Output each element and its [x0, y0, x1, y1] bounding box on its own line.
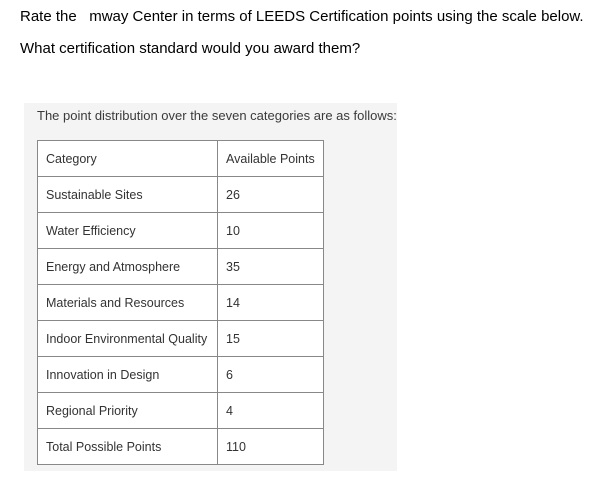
row-points: 4 [218, 393, 324, 429]
row-category: Water Efficiency [38, 213, 218, 249]
row-points: 10 [218, 213, 324, 249]
row-points: 14 [218, 285, 324, 321]
header-category: Category [38, 141, 218, 177]
table-row [38, 321, 324, 357]
table-row [38, 177, 324, 213]
row-points: 6 [218, 357, 324, 393]
table-row [38, 357, 324, 393]
points-panel [24, 103, 397, 471]
row-points: 26 [218, 177, 324, 213]
row-category: Regional Priority [38, 393, 218, 429]
table-header-row [38, 141, 324, 177]
points-table [37, 140, 324, 465]
row-category: Energy and Atmosphere [38, 249, 218, 285]
table-row [38, 393, 324, 429]
header-points: Available Points [218, 141, 324, 177]
row-category: Indoor Environmental Quality [38, 321, 218, 357]
row-category: Materials and Resources [38, 285, 218, 321]
row-category: Sustainable Sites [38, 177, 218, 213]
question-line-1: Rate the mway Center in terms of LEEDS Certification points using the scale below. [20, 8, 584, 25]
question-line-2: What certification standard would you award them? [20, 40, 361, 57]
row-points: 15 [218, 321, 324, 357]
row-points: 35 [218, 249, 324, 285]
table-total-row [38, 429, 324, 465]
table-row [38, 249, 324, 285]
row-category: Total Possible Points [38, 429, 218, 465]
table-row [38, 285, 324, 321]
table-row [38, 213, 324, 249]
row-points: 110 [218, 429, 324, 465]
row-category: Innovation in Design [38, 357, 218, 393]
panel-intro-text: The point distribution over the seven categories are as follows: [37, 108, 397, 123]
